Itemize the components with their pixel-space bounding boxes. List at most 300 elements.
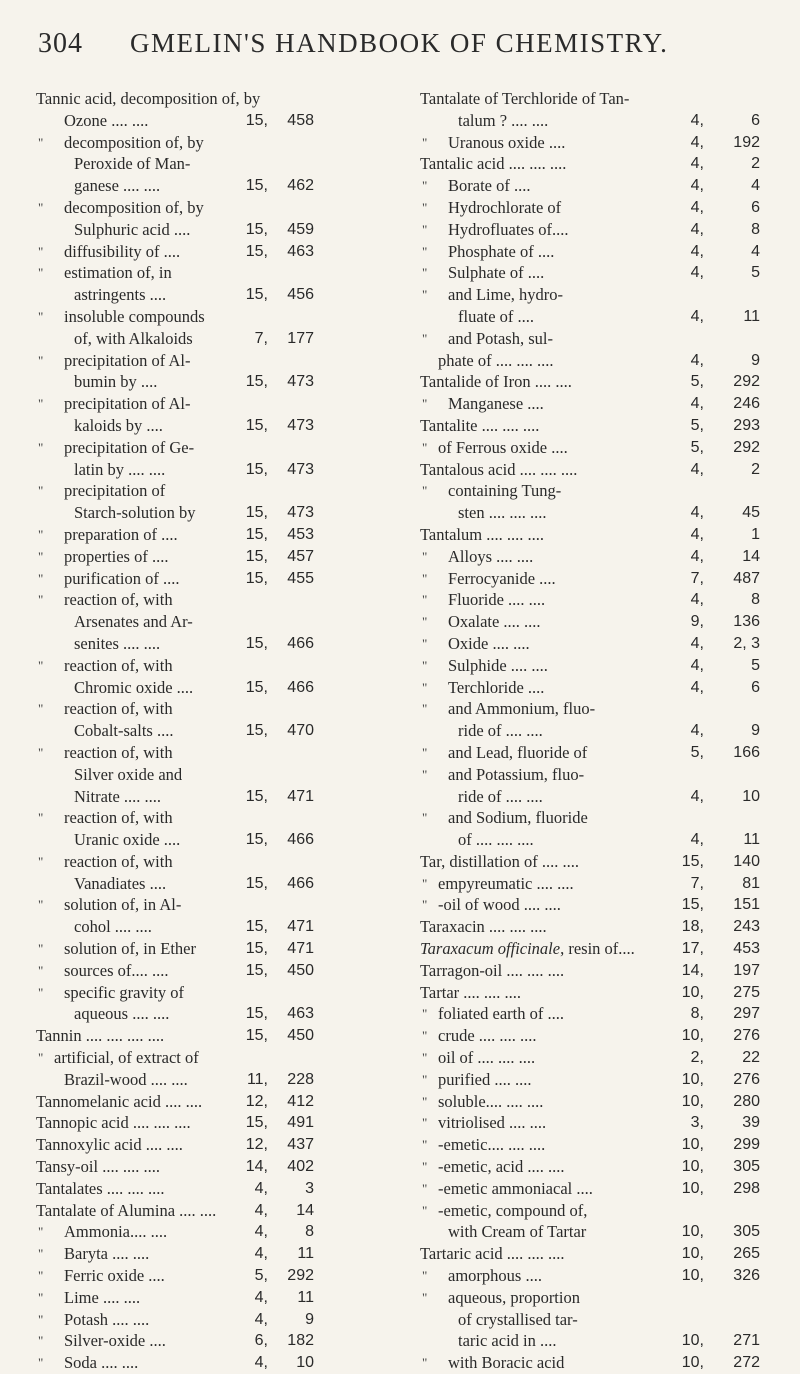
page-reference: 455: [287, 569, 314, 587]
index-entry: [420, 829, 775, 851]
index-entry: [36, 350, 396, 372]
index-entry: [36, 655, 396, 677]
page-reference: 402: [287, 1158, 314, 1176]
page-reference: 6: [751, 678, 760, 696]
ditto-mark: ": [38, 265, 44, 281]
entry-text: Phosphate of ....: [448, 241, 555, 261]
ditto-mark: ": [38, 657, 44, 673]
entry-text: containing Tung-: [448, 481, 562, 501]
page-reference: 466: [287, 634, 314, 652]
volume-number: 10,: [681, 1332, 704, 1350]
volume-number: 15,: [245, 787, 268, 805]
index-entry: [36, 1134, 396, 1156]
ditto-mark: ": [38, 352, 44, 368]
entry-text: of .... .... ....: [458, 830, 534, 850]
volume-number: 15,: [245, 416, 268, 434]
page-number: 304: [38, 28, 83, 59]
entry-text: Tannomelanic acid .... ....: [36, 1091, 203, 1111]
index-entry: [36, 219, 396, 241]
volume-number: 4,: [690, 460, 704, 478]
entry-text: Tantalous acid .... .... ....: [420, 459, 578, 479]
page-reference: 2, 3: [733, 634, 760, 652]
page-reference: 9: [751, 722, 760, 740]
index-entry: [36, 698, 396, 720]
entry-text: phate of .... .... ....: [438, 350, 554, 370]
page-reference: 473: [287, 460, 314, 478]
index-entry: [420, 175, 775, 197]
volume-number: 4,: [690, 155, 704, 173]
entry-text: reaction of, with: [64, 699, 173, 719]
volume-number: 15,: [245, 678, 268, 696]
volume-number: 10,: [681, 1092, 704, 1110]
entry-text: Uranic oxide ....: [74, 830, 181, 850]
page-reference: 466: [287, 678, 314, 696]
ditto-mark: ": [422, 810, 428, 826]
page-reference: 182: [287, 1332, 314, 1350]
page-reference: 8: [751, 220, 760, 238]
page-reference: 297: [733, 1005, 760, 1023]
volume-number: 4,: [690, 831, 704, 849]
index-entry: [36, 1112, 396, 1134]
volume-number: 15,: [245, 874, 268, 892]
index-entry: [420, 633, 775, 655]
entry-text: Tantalate of Alumina .... ....: [36, 1200, 217, 1220]
index-entry: [420, 502, 775, 524]
entry-text: aqueous, proportion: [448, 1287, 580, 1307]
page-reference: 466: [287, 831, 314, 849]
index-entry: [420, 1156, 775, 1178]
entry-text: Tansy-oil .... .... ....: [36, 1157, 160, 1177]
ditto-mark: ": [38, 1289, 44, 1305]
page-reference: 459: [287, 220, 314, 238]
entry-text: Uranous oxide ....: [448, 132, 566, 152]
ditto-mark: ": [422, 134, 428, 150]
page-reference: 197: [733, 961, 760, 979]
page-reference: 166: [733, 743, 760, 761]
entry-text: and Ammonium, fluo-: [448, 699, 596, 719]
index-entry: [420, 1025, 775, 1047]
index-entry: [36, 175, 396, 197]
index-entry: [420, 459, 775, 481]
index-entry: [420, 1091, 775, 1113]
index-entry: [36, 1287, 396, 1309]
ditto-mark: ": [422, 287, 428, 303]
index-entry: [36, 88, 396, 110]
entry-text: senites .... ....: [74, 633, 161, 653]
index-entry: [420, 764, 775, 786]
index-entry: [420, 1330, 775, 1352]
ditto-mark: ": [38, 1311, 44, 1327]
page-reference: 412: [287, 1092, 314, 1110]
page-reference: 246: [733, 395, 760, 413]
volume-number: 4,: [690, 242, 704, 260]
ditto-mark: ": [38, 1355, 44, 1371]
index-entry: [36, 916, 396, 938]
index-entry: [420, 1003, 775, 1025]
page-reference: 8: [751, 591, 760, 609]
entry-text: artificial, of extract of: [54, 1048, 199, 1068]
ditto-mark: ": [38, 592, 44, 608]
ditto-mark: ": [422, 701, 428, 717]
ditto-mark: ": [38, 308, 44, 324]
volume-number: 4,: [690, 634, 704, 652]
page-reference: 272: [733, 1354, 760, 1372]
volume-number: 15,: [245, 373, 268, 391]
volume-number: 7,: [254, 329, 268, 347]
volume-number: 15,: [245, 940, 268, 958]
index-column-right: [420, 88, 775, 1374]
index-entry: [36, 677, 396, 699]
index-entry: [420, 677, 775, 699]
entry-text: cohol .... ....: [74, 917, 152, 937]
volume-number: 15,: [245, 525, 268, 543]
index-entry: [420, 589, 775, 611]
volume-number: 15,: [245, 722, 268, 740]
volume-number: 15,: [245, 1005, 268, 1023]
volume-number: 4,: [690, 787, 704, 805]
volume-number: 4,: [690, 264, 704, 282]
entry-text: fluate of ....: [458, 306, 535, 326]
volume-number: 15,: [245, 286, 268, 304]
entry-text: Soda .... ....: [64, 1353, 139, 1373]
index-entry: [36, 742, 396, 764]
volume-number: 15,: [245, 460, 268, 478]
ditto-mark: ": [422, 657, 428, 673]
ditto-mark: ": [422, 1006, 428, 1022]
entry-text: and Potash, sul-: [448, 328, 553, 348]
entry-text: Ferrocyanide ....: [448, 568, 556, 588]
volume-number: 18,: [681, 918, 704, 936]
index-entry: [36, 894, 396, 916]
volume-number: 15,: [245, 242, 268, 260]
volume-number: 4,: [690, 678, 704, 696]
entry-text: -emetic, acid .... ....: [438, 1157, 565, 1177]
index-entry: [36, 262, 396, 284]
entry-text: latin by .... ....: [74, 459, 166, 479]
index-entry: [36, 1200, 396, 1222]
index-entry: [36, 306, 396, 328]
entry-text: Silver-oxide ....: [64, 1331, 166, 1351]
ditto-mark: ": [38, 526, 44, 542]
page-reference: 456: [287, 286, 314, 304]
index-entry: [420, 873, 775, 895]
ditto-mark: ": [38, 1246, 44, 1262]
index-entry: [36, 851, 396, 873]
entry-text: -emetic ammoniacal ....: [438, 1178, 593, 1198]
volume-number: 15,: [245, 569, 268, 587]
index-entry: [36, 938, 396, 960]
page-reference: 292: [733, 373, 760, 391]
entry-text: Tantalates .... .... ....: [36, 1178, 165, 1198]
index-entry: [420, 1352, 775, 1374]
volume-number: 9,: [690, 613, 704, 631]
volume-number: 4,: [254, 1179, 268, 1197]
volume-number: 15,: [245, 918, 268, 936]
ditto-mark: ": [422, 265, 428, 281]
ditto-mark: ": [38, 744, 44, 760]
index-entry: [36, 371, 396, 393]
index-entry: [420, 1287, 775, 1309]
volume-number: 5,: [690, 373, 704, 391]
volume-number: 11,: [246, 1070, 268, 1088]
index-entry: [420, 982, 775, 1004]
entry-text: Potash .... ....: [64, 1309, 150, 1329]
ditto-mark: ": [38, 483, 44, 499]
index-entry: [420, 262, 775, 284]
ditto-mark: ": [422, 221, 428, 237]
ditto-mark: ": [422, 1115, 428, 1131]
volume-number: 10,: [681, 1179, 704, 1197]
index-entry: [36, 720, 396, 742]
entry-text: reaction of, with: [64, 590, 173, 610]
page-reference: 136: [733, 613, 760, 631]
index-entry: [420, 241, 775, 263]
page-reference: 11: [297, 1245, 314, 1263]
page-reference: 5: [751, 656, 760, 674]
page-reference: 11: [743, 831, 760, 849]
index-entry: [36, 807, 396, 829]
ditto-mark: ": [422, 1289, 428, 1305]
entry-text: Hydrofluates of....: [448, 219, 569, 239]
entry-text: reaction of, with: [64, 655, 173, 675]
entry-text: Borate of ....: [448, 176, 531, 196]
ditto-mark: ": [422, 614, 428, 630]
entry-text: Baryta .... ....: [64, 1244, 150, 1264]
entry-text: ride of .... ....: [458, 786, 543, 806]
page-reference: 457: [287, 547, 314, 565]
index-entry: [36, 502, 396, 524]
volume-number: 4,: [690, 307, 704, 325]
page-reference: 305: [733, 1223, 760, 1241]
entry-text: soluble.... .... ....: [438, 1091, 544, 1111]
volume-number: 4,: [690, 591, 704, 609]
entry-text: Hydrochlorate of: [448, 197, 562, 217]
page-reference: 1: [751, 525, 760, 543]
ditto-mark: ": [422, 1355, 428, 1371]
entry-text: of Ferrous oxide ....: [438, 437, 568, 457]
ditto-mark: ": [422, 1093, 428, 1109]
entry-text: preparation of ....: [64, 524, 178, 544]
index-entry: [420, 371, 775, 393]
entry-text: and Potassium, fluo-: [448, 764, 585, 784]
index-entry: [420, 328, 775, 350]
index-entry: [420, 1200, 775, 1222]
entry-text: taric acid in ....: [458, 1331, 557, 1351]
entry-text: diffusibility of ....: [64, 241, 181, 261]
page-reference: 471: [287, 787, 314, 805]
page-reference: 6: [751, 198, 760, 216]
volume-number: 10,: [681, 1245, 704, 1263]
volume-number: 15,: [245, 547, 268, 565]
entry-text: Oxalate .... ....: [448, 612, 541, 632]
page-reference: 470: [287, 722, 314, 740]
entry-text: Terchloride ....: [448, 677, 545, 697]
index-entry: [420, 851, 775, 873]
entry-text: Starch-solution by: [74, 503, 196, 523]
entry-text: Tarragon-oil .... .... ....: [420, 960, 565, 980]
page-reference: 292: [287, 1267, 314, 1285]
index-entry: [36, 393, 396, 415]
index-entry: [36, 284, 396, 306]
index-entry: [420, 415, 775, 437]
entry-text: Sulphate of ....: [448, 263, 545, 283]
index-entry: [36, 982, 396, 1004]
volume-number: 5,: [690, 416, 704, 434]
ditto-mark: ": [38, 570, 44, 586]
index-entry: [420, 960, 775, 982]
ditto-mark: ": [422, 199, 428, 215]
volume-number: 7,: [690, 569, 704, 587]
index-entry: [420, 938, 775, 960]
page-reference: 463: [287, 1005, 314, 1023]
page-reference: 276: [733, 1027, 760, 1045]
volume-number: 5,: [690, 743, 704, 761]
volume-number: 10,: [681, 1070, 704, 1088]
ditto-mark: ": [38, 897, 44, 913]
entry-text: Peroxide of Man-: [74, 154, 191, 174]
entry-text: Fluoride .... ....: [448, 590, 546, 610]
page-reference: 463: [287, 242, 314, 260]
index-entry: [420, 1112, 775, 1134]
ditto-mark: ": [422, 178, 428, 194]
ditto-mark: ": [422, 635, 428, 651]
ditto-mark: ": [422, 766, 428, 782]
index-entry: [36, 829, 396, 851]
volume-number: 4,: [690, 395, 704, 413]
ditto-mark: ": [422, 396, 428, 412]
index-entry: [36, 241, 396, 263]
index-entry: [420, 568, 775, 590]
index-entry: [36, 1309, 396, 1331]
index-entry: [420, 197, 775, 219]
index-entry: [420, 393, 775, 415]
page-reference: 453: [733, 940, 760, 958]
entry-text: astringents ....: [74, 285, 167, 305]
volume-number: 4,: [690, 722, 704, 740]
entry-text: vitriolised .... ....: [438, 1113, 547, 1133]
ditto-mark: ": [38, 962, 44, 978]
index-entry: [420, 916, 775, 938]
ditto-mark: ": [422, 1202, 428, 1218]
volume-number: 4,: [690, 198, 704, 216]
entry-text: and Sodium, fluoride: [448, 808, 588, 828]
index-entry: [420, 1134, 775, 1156]
ditto-mark: ": [422, 1268, 428, 1284]
index-entry: [36, 153, 396, 175]
index-entry: [420, 1047, 775, 1069]
entry-text: aqueous .... ....: [74, 1004, 170, 1024]
entry-text: Silver oxide and: [74, 764, 183, 784]
index-entry: [36, 873, 396, 895]
ditto-mark: ": [422, 897, 428, 913]
entry-text: Arsenates and Ar-: [74, 612, 193, 632]
index-entry: [36, 1243, 396, 1265]
index-entry: [420, 1069, 775, 1091]
entry-text: precipitation of Ge-: [64, 437, 195, 457]
volume-number: 4,: [254, 1201, 268, 1219]
index-entry: [420, 742, 775, 764]
entry-text: estimation of, in: [64, 263, 172, 283]
volume-number: 15,: [681, 896, 704, 914]
index-entry: [420, 611, 775, 633]
entry-text: decomposition of, by: [64, 132, 204, 152]
index-entry: [420, 1309, 775, 1331]
entry-text: Ammonia.... ....: [64, 1222, 168, 1242]
index-entry: [36, 415, 396, 437]
entry-text: purified .... ....: [438, 1069, 532, 1089]
page-reference: 8: [305, 1223, 314, 1241]
entry-text: specific gravity of: [64, 982, 185, 1002]
page-reference: 450: [287, 1027, 314, 1045]
page-reference: 292: [733, 438, 760, 456]
index-entry: [420, 132, 775, 154]
index-entry: [420, 698, 775, 720]
entry-text: decomposition of, by: [64, 197, 204, 217]
volume-number: 10,: [681, 1027, 704, 1045]
page-reference: 151: [733, 896, 760, 914]
index-entry: [36, 1221, 396, 1243]
index-entry: [420, 284, 775, 306]
index-entry: [420, 894, 775, 916]
page-reference: 473: [287, 416, 314, 434]
volume-number: 4,: [254, 1245, 268, 1263]
volume-number: 8,: [690, 1005, 704, 1023]
volume-number: 4,: [254, 1223, 268, 1241]
entry-text: Tantalide of Iron .... ....: [420, 372, 572, 392]
running-title: GMELIN'S HANDBOOK OF CHEMISTRY.: [130, 28, 669, 58]
ditto-mark: ": [422, 1028, 428, 1044]
ditto-mark: ": [422, 1050, 428, 1066]
page-reference: 471: [287, 940, 314, 958]
page-reference: 271: [733, 1332, 760, 1350]
entry-text: ganese .... ....: [74, 176, 161, 196]
index-entry: [420, 1265, 775, 1287]
page-reference: 6: [751, 111, 760, 129]
index-entry: [420, 88, 775, 110]
entry-text: Ozone .... ....: [64, 110, 149, 130]
entry-text: with Boracic acid: [448, 1353, 565, 1373]
index-entry: [36, 786, 396, 808]
index-entry: [36, 328, 396, 350]
volume-number: 15,: [245, 831, 268, 849]
entry-text: and Lime, hydro-: [448, 285, 564, 305]
index-entry: [420, 786, 775, 808]
index-entry: [36, 197, 396, 219]
ditto-mark: ": [422, 1180, 428, 1196]
volume-number: 5,: [254, 1267, 268, 1285]
volume-number: 4,: [690, 133, 704, 151]
ditto-mark: ": [422, 548, 428, 564]
page-reference: 140: [733, 852, 760, 870]
entry-text: amorphous ....: [448, 1266, 542, 1286]
entry-text: of, with Alkaloids: [74, 328, 193, 348]
index-entry: [36, 1265, 396, 1287]
index-entry: [420, 546, 775, 568]
entry-text: purification of ....: [64, 568, 180, 588]
entry-text: solution of, in Ether: [64, 939, 196, 959]
entry-text: Tantalic acid .... .... ....: [420, 154, 567, 174]
entry-text: insoluble compounds: [64, 306, 205, 326]
index-entry: [36, 132, 396, 154]
running-header: [0, 28, 800, 64]
ditto-mark: ": [38, 1224, 44, 1240]
entry-text: precipitation of Al-: [64, 350, 191, 370]
index-entry: [36, 1003, 396, 1025]
index-entry: [420, 655, 775, 677]
volume-number: 10,: [681, 1354, 704, 1372]
index-entry: [420, 480, 775, 502]
index-entry: [36, 1047, 396, 1069]
